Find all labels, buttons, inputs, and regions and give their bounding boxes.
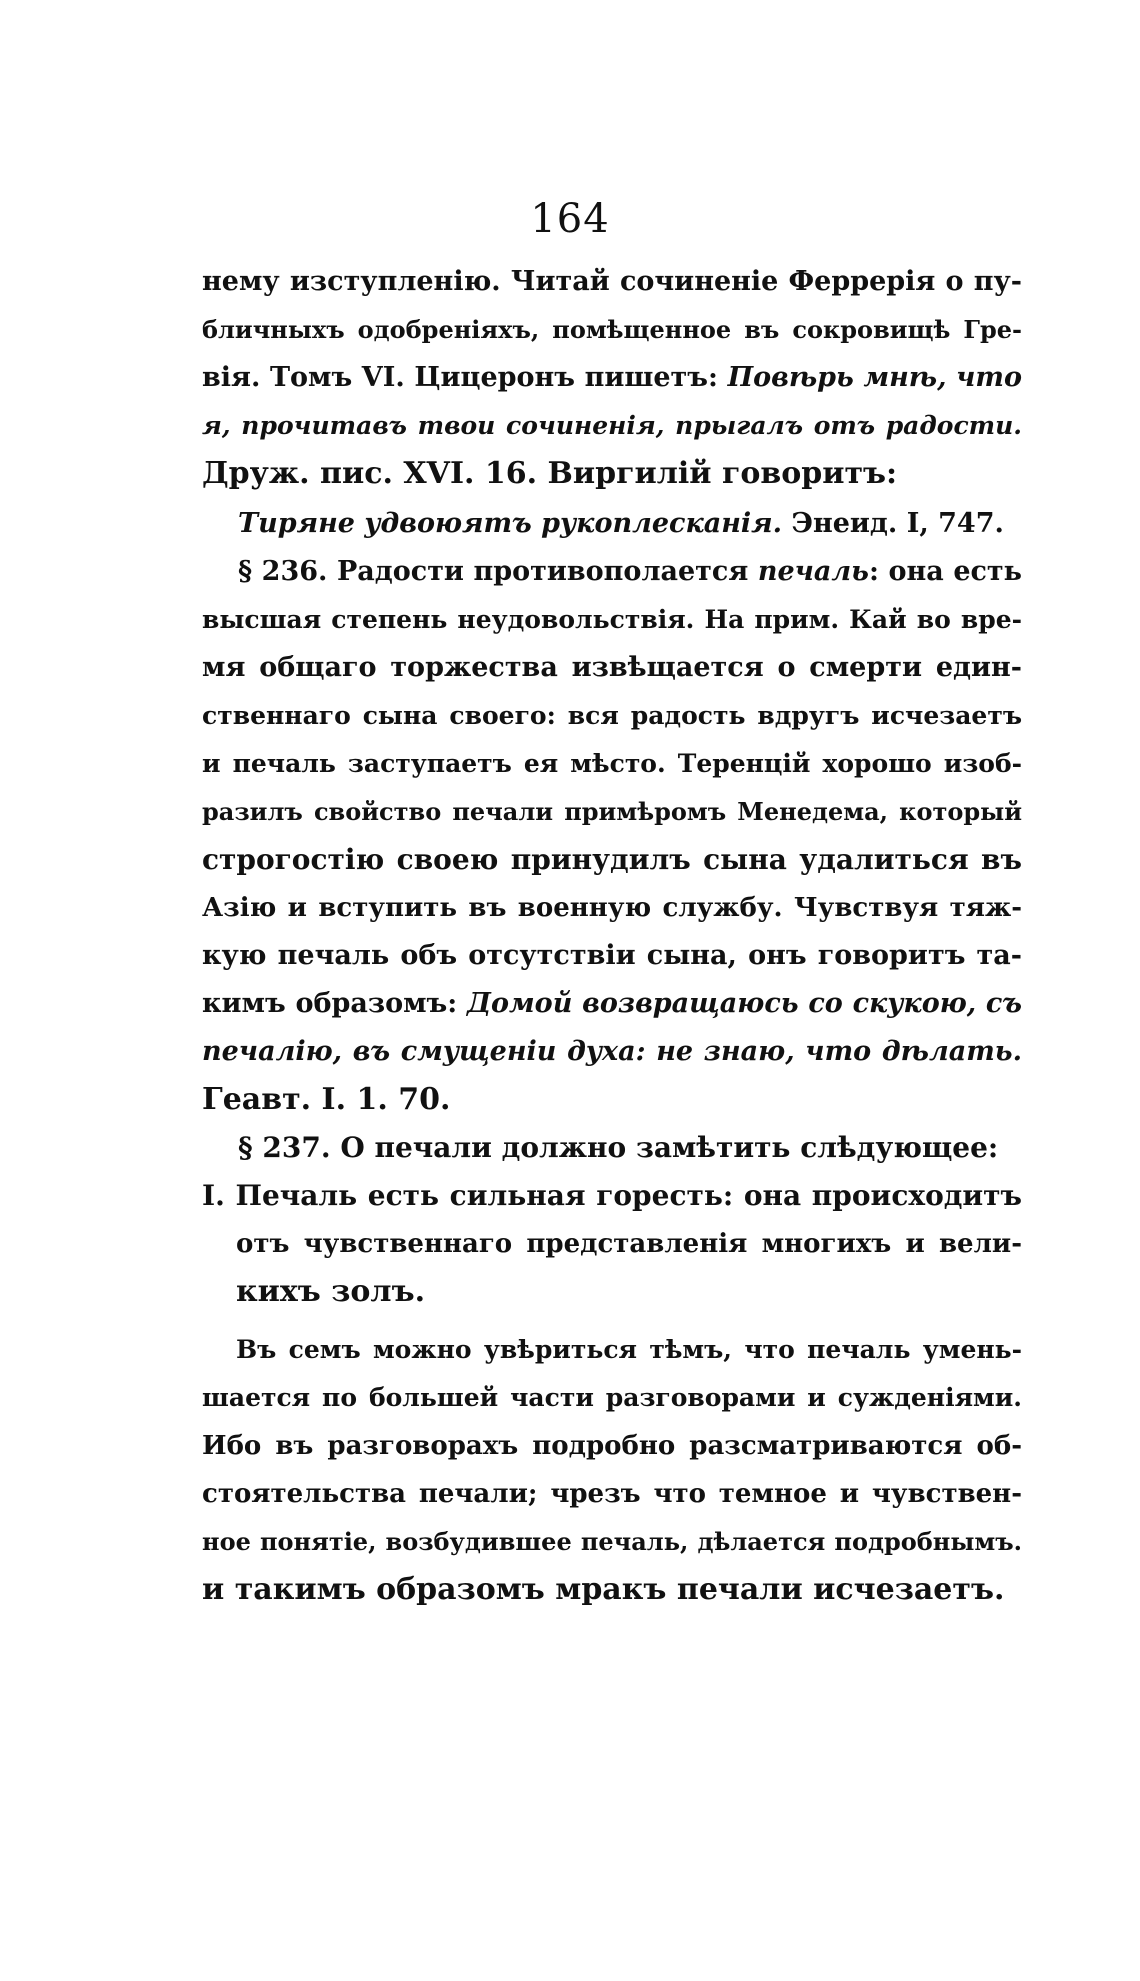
- line-text: § 237. О печали должно замѣтить слѣдующее:: [238, 1131, 999, 1164]
- text-line: [238, 552, 1022, 592]
- line-text: Ибо въ разговорахъ подробно разсматриваются об-: [202, 1431, 1022, 1461]
- line-italic-text: Повѣрь мнѣ, что: [727, 362, 1023, 393]
- line-italic-text: печаль: [757, 556, 869, 587]
- line-text: и печаль заступаетъ ея мѣсто. Теренцій хорошо изоб-: [202, 749, 1022, 778]
- text-line: [202, 840, 1022, 880]
- line-text: Энеид. I, 747.: [782, 508, 1004, 539]
- text-line: [202, 406, 1022, 446]
- line-text: : она есть: [869, 556, 1022, 587]
- text-line: [202, 262, 1022, 302]
- line-italic-text: я, прочитавъ твои сочиненія, прыгалъ отъ радости.: [202, 411, 1022, 440]
- line-italic-text: Тиряне удвоюятъ рукоплесканія.: [238, 508, 783, 539]
- line-text: вія. Томъ VI. Цицеронъ пишетъ:: [202, 362, 728, 393]
- line-text: кую печаль объ отсутствіи сына, онъ говоритъ та-: [202, 940, 1022, 971]
- text-line: [202, 600, 1022, 640]
- line-text: высшая степень неудовольствія. На прим. Кай во вре-: [202, 605, 1022, 634]
- line-text: Геавт. I. 1. 70.: [202, 1082, 451, 1117]
- text-line: [202, 1570, 1022, 1610]
- text-line: [202, 1522, 1022, 1562]
- text-line: [202, 1080, 1022, 1120]
- line-text: Друж. пис. XVI. 16. Виргилій говоритъ:: [202, 456, 898, 491]
- line-text: I. Печаль есть сильная горесть: она происходитъ: [202, 1179, 1022, 1212]
- line-text: бличныхъ одобреніяхъ, помѣщенное въ сокровищѣ Гре-: [202, 315, 1022, 344]
- line-text: мя общаго торжества извѣщается о смерти един-: [202, 652, 1022, 683]
- text-line: [202, 310, 1022, 350]
- text-line: [202, 1176, 1022, 1216]
- text-line: [202, 792, 1022, 832]
- text-line: [202, 936, 1022, 976]
- text-line: [202, 744, 1022, 784]
- text-line: [202, 648, 1022, 688]
- text-line: [202, 358, 1022, 398]
- line-italic-text: печалію, въ смущеніи духа: не знаю, что дѣлать.: [202, 1036, 1022, 1067]
- text-line: [236, 1224, 1022, 1264]
- line-text: ное понятіе, возбудившее печаль, дѣлается подробнымъ.: [202, 1527, 1022, 1556]
- text-line: [236, 1330, 1022, 1370]
- page-number: 164: [530, 196, 610, 242]
- text-line: [238, 504, 1022, 544]
- line-text: нему изступленію. Читай сочиненіе Феррерія о пу-: [202, 266, 1022, 297]
- line-text: ственнаго сына своего: вся радость вдругъ исчезаетъ: [202, 701, 1022, 730]
- line-text: Азію и вступить въ военную службу. Чувствуя тяж-: [202, 893, 1022, 923]
- line-text: кихъ золъ.: [236, 1274, 426, 1309]
- text-line: [202, 984, 1022, 1024]
- text-line: [236, 1272, 1022, 1312]
- text-line: [202, 1032, 1022, 1072]
- text-line: [202, 696, 1022, 736]
- line-italic-text: Домой возвращаюсь со скукою, съ: [467, 988, 1022, 1019]
- line-text: строгостію своею принудилъ сына удалиться въ: [202, 843, 1022, 876]
- line-text: кимъ образомъ:: [202, 988, 467, 1019]
- text-line: [202, 1378, 1022, 1418]
- line-text: и такимъ образомъ мракъ печали исчезаетъ.: [202, 1572, 1005, 1607]
- text-line: [202, 888, 1022, 928]
- line-text: § 236. Радости противополается: [238, 556, 758, 587]
- text-line: [238, 1128, 1022, 1168]
- line-text: стоятельства печали; чрезъ что темное и чувствен-: [202, 1479, 1022, 1509]
- line-text: шается по большей части разговорами и сужденіями.: [202, 1383, 1022, 1412]
- line-text: разилъ свойство печали примѣромъ Менедема, который: [202, 797, 1022, 826]
- text-line: [202, 454, 1022, 494]
- line-text: Въ семъ можно увѣриться тѣмъ, что печаль умень-: [236, 1335, 1022, 1364]
- text-line: [202, 1474, 1022, 1514]
- line-text: отъ чувственнаго представленія многихъ и вели-: [236, 1229, 1022, 1259]
- text-line: [202, 1426, 1022, 1466]
